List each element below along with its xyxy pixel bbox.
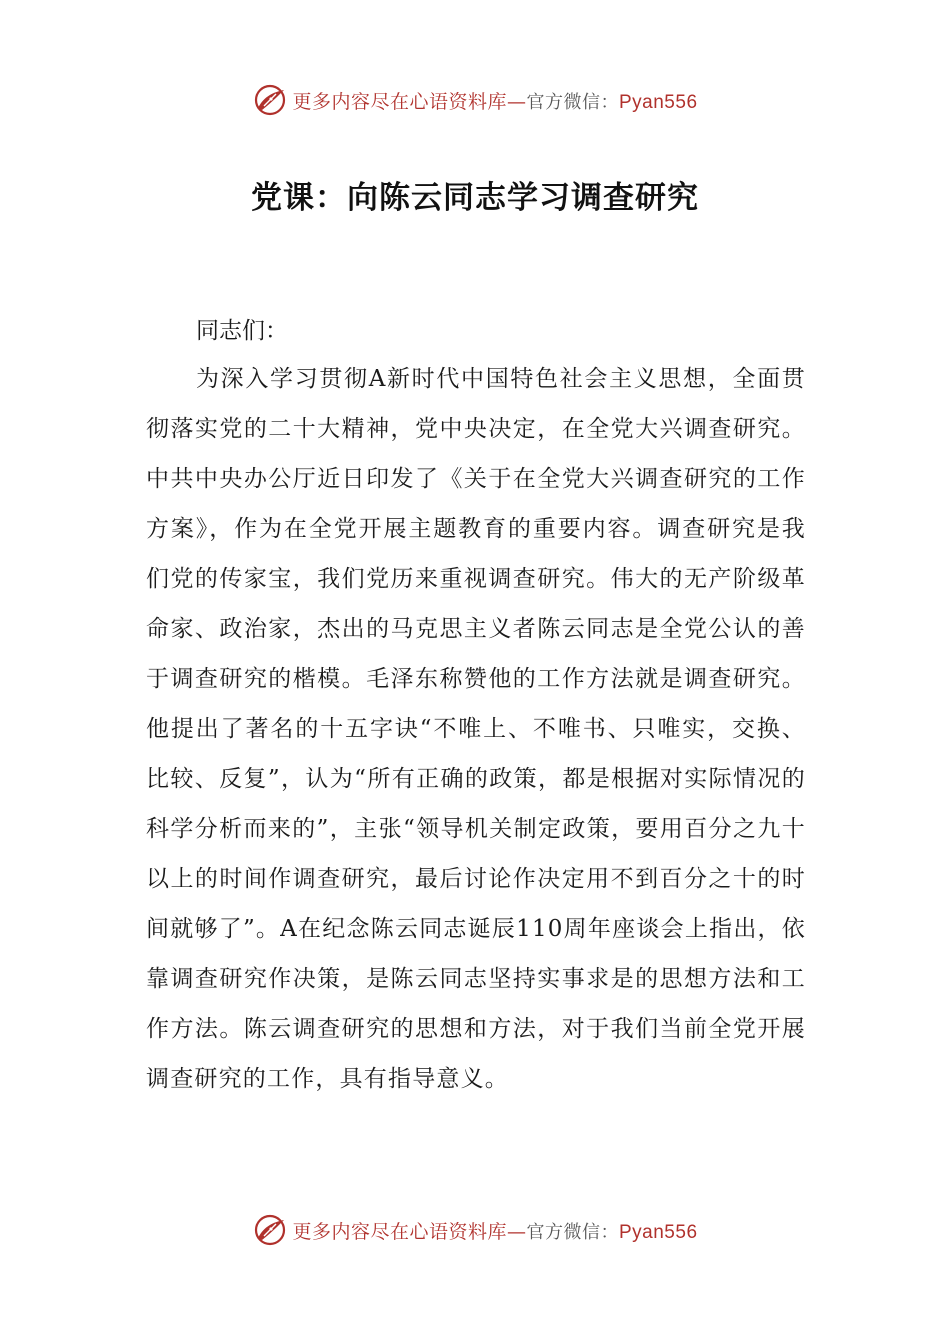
header-dash: — [507,90,527,113]
document-title: 党课：向陈云同志学习调查研究 [251,180,699,216]
footer-banner-text [292,1217,697,1244]
footer-wechat-label: 官方微信： [526,1221,619,1243]
header-wechat-label: 官方微信： [526,91,619,113]
header-banner-text [292,87,697,114]
header-banner [0,78,950,122]
pen-nib-logo-icon [252,82,288,118]
footer-dash: — [507,1220,527,1243]
salutation: 同志们： [196,318,288,344]
footer-wechat-id: Pyan556 [619,1221,698,1243]
header-site-text: 更多内容尽在心语资料库 [292,90,507,113]
header-wechat-id: Pyan556 [619,91,698,113]
footer-banner [0,1208,950,1252]
footer-site-text: 更多内容尽在心语资料库 [292,1220,507,1243]
body-paragraph: 为深入学习贯彻A新时代中国特色社会主义思想，全面贯彻落实党的二十大精神，党中央决定，在全党大兴调查研究。中共中央办公厅近日印发了《关于在全党大兴调查研究的工作方案》，作为在全党开展主题教育的重要内容。调查研究是我们党的传家宝，我们党历来重视调查研究。伟大的无产阶级革命家、政治家，杰出的马克思主义者陈云同志是全党公认的善于调查研究的楷模。毛泽东称赞他的工作方法就是调查研究。他提出了著名的十五字诀“不唯上、不唯书、只唯实，交换、比较、反复”，认为“所有正确的政策，都是根据对实际情况的科学分析而来的”，主张“领导机关制定政策，要用百分之九十以上的时间作调查研究，最后讨论作决定用不到百分之十的时间就够了”。A在纪念陈云同志诞辰110周年座谈会上指出，依靠调查研究作决策，是陈云同志坚持实事求是的思想方法和工作方法。陈云调查研究的思想和方法，对于我们当前全党开展调查研究的工作，具有指导意义。 [146,366,806,1092]
pen-nib-logo-icon [252,1212,288,1248]
